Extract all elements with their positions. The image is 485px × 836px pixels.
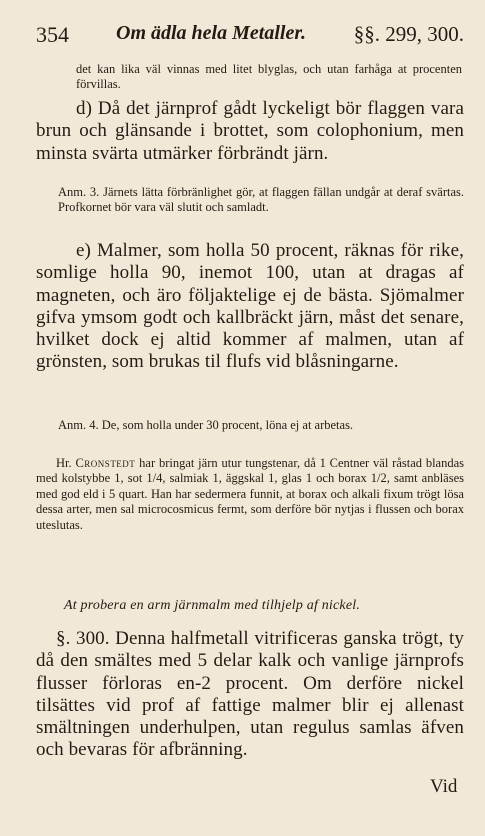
paragraph-300-text: §. 300. Denna halfmetall vitrificeras ganska trögt, ty då den smältes med 5 delar kalk och vanlige järnprofs flusser förloras en-2 procent. Om derföre nickel tilsättes vid prof af fattige malmer blir ej allenast smältningen underhulpen, utan regulus samlas äfven och bevaras för afbränning. [36,628,464,761]
note-3 [58,185,464,216]
paragraph-e-text: e) Malmer, som holla 50 procent, räknas för rike, somlige holla 90, inemot 100, utan at dragas af magneten, och äro följaktelige ej de bästa. Sjömalmer gifva ymsom godt och kallbräckt järn, måst det senare, hvilket dock ej altid kommer af malmen, utan af grönsten, som brukas til flufs vid blåsningarne. [36,240,464,373]
note-3-text: Anm. 3. Järnets lätta förbränlighet gör, at flaggen fällan undgår at deraf svärtas. Profkornet bör vara väl slutit och samladt. [58,185,464,215]
author-name: Cronstedt [75,456,136,470]
paragraph-d-text: d) Då det järnprof gådt lyckeligt bör flaggen vara brun och glänsande i brottet, som colophonium, men minsta svärta utmärker förbrändt järn. [36,98,464,164]
paragraph-d [36,98,464,165]
section-subheading: At probera en arm järnmalm med tilhjelp af nickel. [64,598,361,613]
running-title: Om ädla hela Metaller. [116,22,306,44]
section-reference: §§. 299, 300. [353,22,464,46]
note-4 [58,418,464,433]
carry-over-note: det kan lika väl vinnas med litet blyglas, och utan farhåga at procenten förvillas. [76,62,462,92]
note-4-text: Anm. 4. De, som holla under 30 procent, löna ej at arbetas. [58,418,354,432]
paragraph-300 [36,628,464,762]
note-4-continuation [36,456,464,533]
note-4-body: har bringat järn utur tungstenar, då 1 Centner väl råstad blandas med kolstybbe 1, sot 1/4, salmiak 1, äggskal 1, glas 1 och borax 1/2, samt anbläses med god eld i 5 quart. Han har sedermera funnit, at borax och alkali fixum trögt lösa dessa arter, men sal microcosmicus fermt, som derföre bör nytjas i flussen och borax uteslutas. [36,456,465,532]
paragraph-e [36,240,464,374]
note-4-prefix: Hr. [56,456,72,470]
catchword: Vid [430,776,458,797]
page-number: 354 [36,22,69,47]
running-header [36,22,464,54]
